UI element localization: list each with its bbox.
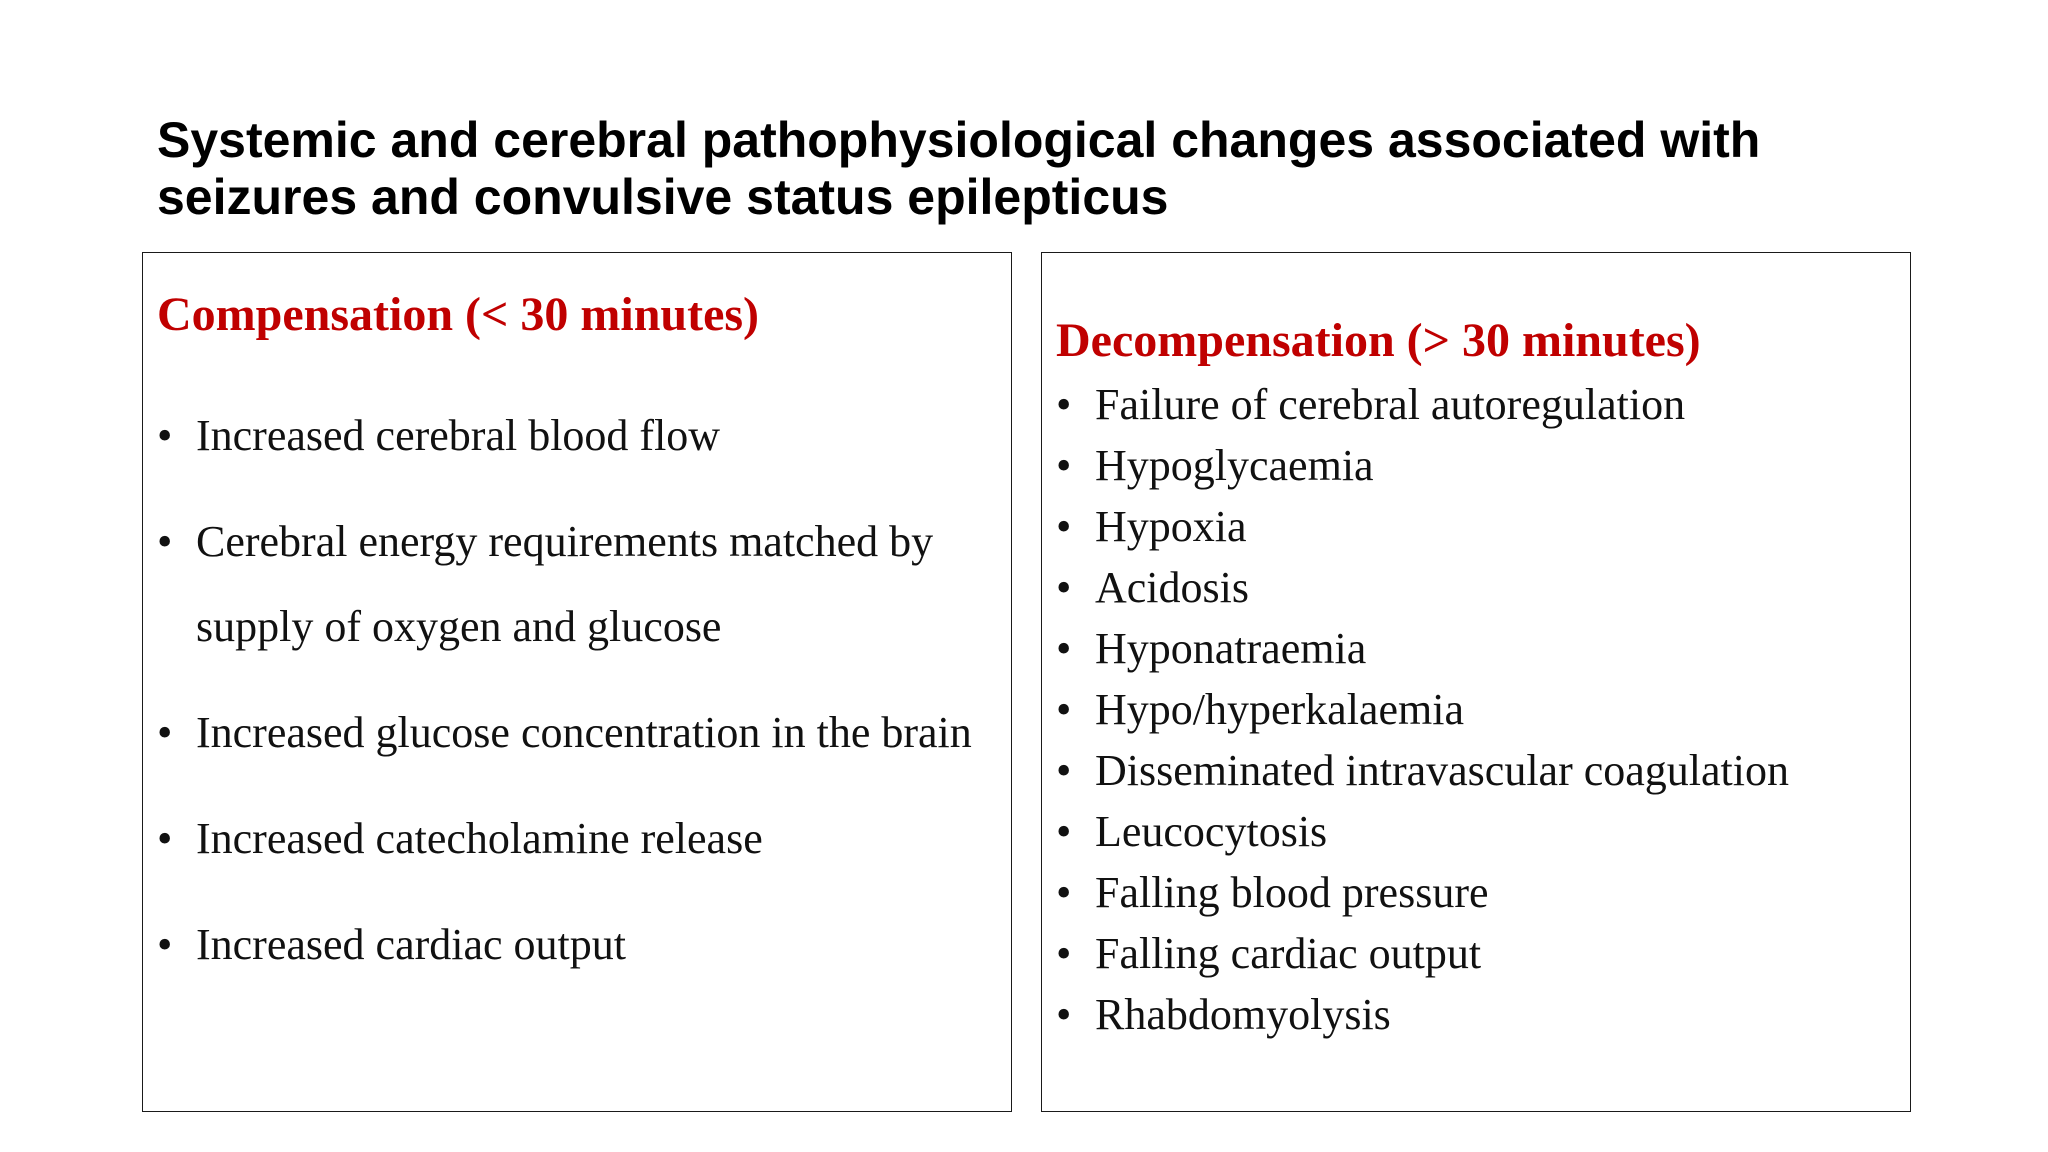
bullet-icon: •: [1056, 685, 1072, 734]
list-item-text: Disseminated intravascular coagulation: [1095, 746, 1789, 795]
bullet-icon: •: [1056, 990, 1072, 1039]
compensation-heading: Compensation (< 30 minutes): [157, 288, 760, 341]
list-item: [1056, 740, 1901, 801]
list-item-text: Acidosis: [1095, 563, 1249, 612]
bullet-icon: •: [157, 517, 173, 566]
list-item-text: Increased cerebral blood flow: [196, 411, 721, 460]
bullet-icon: •: [157, 920, 173, 969]
list-item: [1056, 618, 1901, 679]
bullet-icon: •: [1056, 441, 1072, 490]
bullet-icon: •: [157, 814, 173, 863]
bullet-icon: •: [1056, 868, 1072, 917]
list-item-text: Failure of cerebral autoregulation: [1095, 380, 1686, 429]
list-item-text: Increased glucose concentration in the brain: [196, 708, 972, 757]
list-item: [1056, 374, 1901, 435]
compensation-panel: [142, 252, 1012, 1112]
list-item: [1056, 801, 1901, 862]
bullet-icon: •: [1056, 563, 1072, 612]
list-item: [157, 690, 1002, 775]
list-item-text: Increased catecholamine release: [196, 814, 763, 863]
list-item-text: Increased cardiac output: [196, 920, 626, 969]
list-item-text: Hyponatraemia: [1095, 624, 1367, 673]
list-item-text: Falling blood pressure: [1095, 868, 1489, 917]
list-item-text: Cerebral energy requirements matched by supply of oxygen and glucose: [196, 517, 934, 651]
list-item-text: Hypoxia: [1095, 502, 1247, 551]
bullet-icon: •: [157, 708, 173, 757]
list-item: [1056, 557, 1901, 618]
slide-title: Systemic and cerebral pathophysiological changes associated with seizures and convulsive status epilepticus: [157, 112, 1761, 225]
list-item: [1056, 496, 1901, 557]
list-item-text: Rhabdomyolysis: [1095, 990, 1391, 1039]
list-item-text: Leucocytosis: [1095, 807, 1328, 856]
bullet-icon: •: [1056, 380, 1072, 429]
list-item: [157, 393, 1002, 478]
list-item: [1056, 435, 1901, 496]
decompensation-list: [1056, 374, 1901, 1045]
list-item: [1056, 984, 1901, 1045]
decompensation-heading: Decompensation (> 30 minutes): [1056, 314, 1701, 367]
list-item-text: Falling cardiac output: [1095, 929, 1482, 978]
bullet-icon: •: [1056, 746, 1072, 795]
bullet-icon: •: [1056, 807, 1072, 856]
list-item-text: Hypo/hyperkalaemia: [1095, 685, 1464, 734]
list-item: [1056, 679, 1901, 740]
bullet-icon: •: [1056, 502, 1072, 551]
compensation-list: [157, 393, 1002, 1008]
list-item: [157, 902, 1002, 987]
list-item: [1056, 862, 1901, 923]
list-item: [157, 796, 1002, 881]
list-item: [157, 499, 1002, 669]
list-item: [1056, 923, 1901, 984]
bullet-icon: •: [157, 411, 173, 460]
list-item-text: Hypoglycaemia: [1095, 441, 1374, 490]
bullet-icon: •: [1056, 624, 1072, 673]
decompensation-panel: [1041, 252, 1911, 1112]
bullet-icon: •: [1056, 929, 1072, 978]
